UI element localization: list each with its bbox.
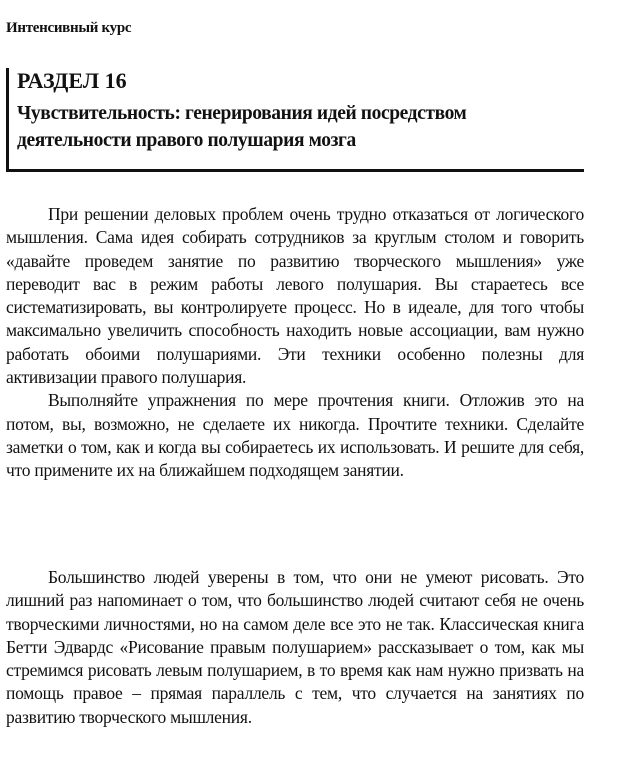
paragraph: Выполняйте упражнения по мере прочтения книги. Отложив это на потом, вы, возможно, не сделаете их никогда. Прочтите техники. Сделайте заметки о том, как и когда вы собираетесь их использовать. И решите для себя, что примените их на ближайшем подходящем занятии.	[6, 390, 584, 481]
section-number: РАЗДЕЛ 16	[17, 68, 127, 93]
text-block-intro	[6, 203, 584, 483]
running-header: Интенсивный курс	[6, 20, 132, 36]
section-title: Чувствительность: генерирования идей посредством деятельности правого полушария мозга	[17, 103, 467, 151]
paragraph: Большинство людей уверены в том, что они не умеют рисовать. Это лишний раз напоминает о том, что большинство людей считают себя не очень творческими личностями, но на самом деле все это не так. Классическая книга Бетти Эдвардс «Рисование правым полушарием» рассказывает о том, как мы стремимся рисовать левым полушарием, в то время как нам нужно призвать на помощь правое – прямая параллель с тем, что случается на занятиях по развитию творческого мышления.	[6, 567, 584, 727]
section-heading-block	[6, 68, 584, 172]
paragraph: При решении деловых проблем очень трудно отказаться от логического мышления. Сама идея собирать сотрудников за круглым столом и говорить «давайте проведем занятие по развитию творческого мышления» уже переводит вас в режим работы левого полушария. Вы стараетесь все систематизировать, вы контролируете процесс. Но в идеале, для того чтобы максимально увеличить способность находить новые ассоциации, вам нужно работать обоими полушариями. Эти техники особенно полезны для активизации правого полушария.	[6, 204, 584, 388]
text-block-drawing	[6, 566, 584, 729]
